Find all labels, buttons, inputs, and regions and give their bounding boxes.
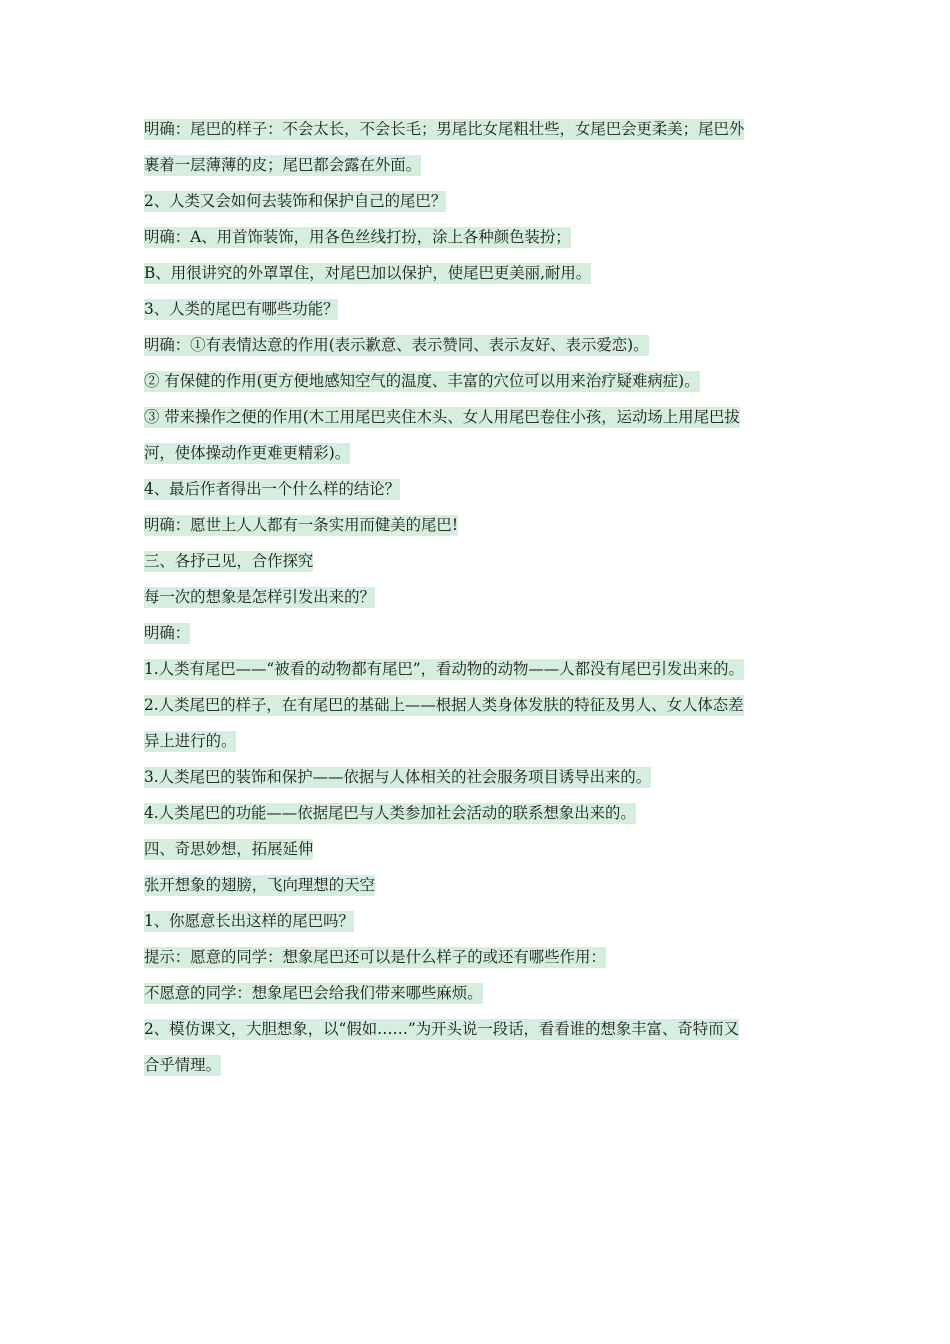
highlighted-text: 2、模仿课文，大胆想象，以“假如……”为开头说一段话，看看谁的想象丰富、奇特而又 bbox=[144, 1020, 739, 1038]
highlighted-text: 1、你愿意长出这样的尾巴吗？ bbox=[144, 912, 354, 930]
highlighted-text: 明确： bbox=[144, 624, 191, 642]
highlighted-text: 提示：愿意的同学：想象尾巴还可以是什么样子的或还有哪些作用： bbox=[144, 948, 606, 966]
answer-line bbox=[144, 226, 816, 248]
section-heading bbox=[144, 838, 816, 860]
question-line bbox=[144, 586, 816, 608]
highlighted-text: 明确：愿世上人人都有一条实用而健美的尾巴! bbox=[144, 516, 458, 534]
answer-line bbox=[144, 262, 816, 284]
list-item bbox=[144, 802, 816, 824]
highlighted-text: 4.人类尾巴的功能——依据尾巴与人类参加社会活动的联系想象出来的。 bbox=[144, 804, 636, 822]
highlighted-text: 异上进行的。 bbox=[144, 732, 237, 750]
highlighted-text: 1.人类有尾巴——“被看的动物都有尾巴”，看动物的动物——人都没有尾巴引发出来的。 bbox=[144, 660, 744, 678]
highlighted-text: 不愿意的同学：想象尾巴会给我们带来哪些麻烦。 bbox=[144, 984, 483, 1002]
question-line bbox=[144, 1054, 816, 1076]
list-item bbox=[144, 658, 816, 680]
highlighted-text: 2.人类尾巴的样子，在有尾巴的基础上——根据人类身体发肤的特征及男人、女人体态差 bbox=[144, 696, 744, 714]
highlighted-text: 河，使体操动作更难更精彩)。 bbox=[144, 444, 351, 462]
question-line bbox=[144, 910, 816, 932]
list-item bbox=[144, 766, 816, 788]
list-item bbox=[144, 730, 816, 752]
highlighted-text: ③ 带来操作之便的作用(木工用尾巴夹住木头、女人用尾巴卷住小孩，运动场上用尾巴拔 bbox=[144, 408, 740, 426]
highlighted-text: 明确：尾巴的样子：不会太长，不会长毛；男尾比女尾粗壮些，女尾巴会更柔美；尾巴外 bbox=[144, 120, 745, 138]
question-line bbox=[144, 1018, 816, 1040]
highlighted-text: 四、奇思妙想，拓展延伸 bbox=[144, 840, 314, 858]
highlighted-text: 明确：A、用首饰装饰，用各色丝线打扮，涂上各种颜色装扮； bbox=[144, 228, 571, 246]
highlighted-text: 张开想象的翅膀，飞向理想的天空 bbox=[144, 876, 375, 894]
paragraph-line bbox=[144, 874, 816, 896]
answer-line bbox=[144, 442, 816, 464]
highlighted-text: 3、人类的尾巴有哪些功能？ bbox=[144, 300, 339, 318]
answer-line bbox=[144, 514, 816, 536]
answer-line bbox=[144, 334, 816, 356]
highlighted-text: 裹着一层薄薄的皮；尾巴都会露在外面。 bbox=[144, 156, 422, 174]
question-line bbox=[144, 478, 816, 500]
highlighted-text: 三、各抒己见，合作探究 bbox=[144, 552, 314, 570]
highlighted-text: B、用很讲究的外罩罩住，对尾巴加以保护，使尾巴更美丽,耐用。 bbox=[144, 264, 592, 282]
answer-line bbox=[144, 982, 816, 1004]
section-heading bbox=[144, 550, 816, 572]
list-item bbox=[144, 694, 816, 716]
highlighted-text: 3.人类尾巴的装饰和保护——依据与人体相关的社会服务项目诱导出来的。 bbox=[144, 768, 652, 786]
highlighted-text: ② 有保健的作用(更方便地感知空气的温度、丰富的穴位可以用来治疗疑难病症)。 bbox=[144, 372, 700, 390]
paragraph-line bbox=[144, 118, 816, 140]
highlighted-text: 每一次的想象是怎样引发出来的？ bbox=[144, 588, 375, 606]
question-line bbox=[144, 190, 816, 212]
paragraph-line bbox=[144, 154, 816, 176]
answer-line bbox=[144, 406, 816, 428]
highlighted-text: 合乎情理。 bbox=[144, 1056, 221, 1074]
question-line bbox=[144, 298, 816, 320]
highlighted-text: 2、人类又会如何去装饰和保护自己的尾巴？ bbox=[144, 192, 447, 210]
highlighted-text: 明确：①有表情达意的作用(表示歉意、表示赞同、表示友好、表示爱恋)。 bbox=[144, 336, 649, 354]
answer-line bbox=[144, 370, 816, 392]
document-body bbox=[144, 118, 816, 1090]
highlighted-text: 4、最后作者得出一个什么样的结论？ bbox=[144, 480, 401, 498]
answer-line bbox=[144, 622, 816, 644]
answer-line bbox=[144, 946, 816, 968]
